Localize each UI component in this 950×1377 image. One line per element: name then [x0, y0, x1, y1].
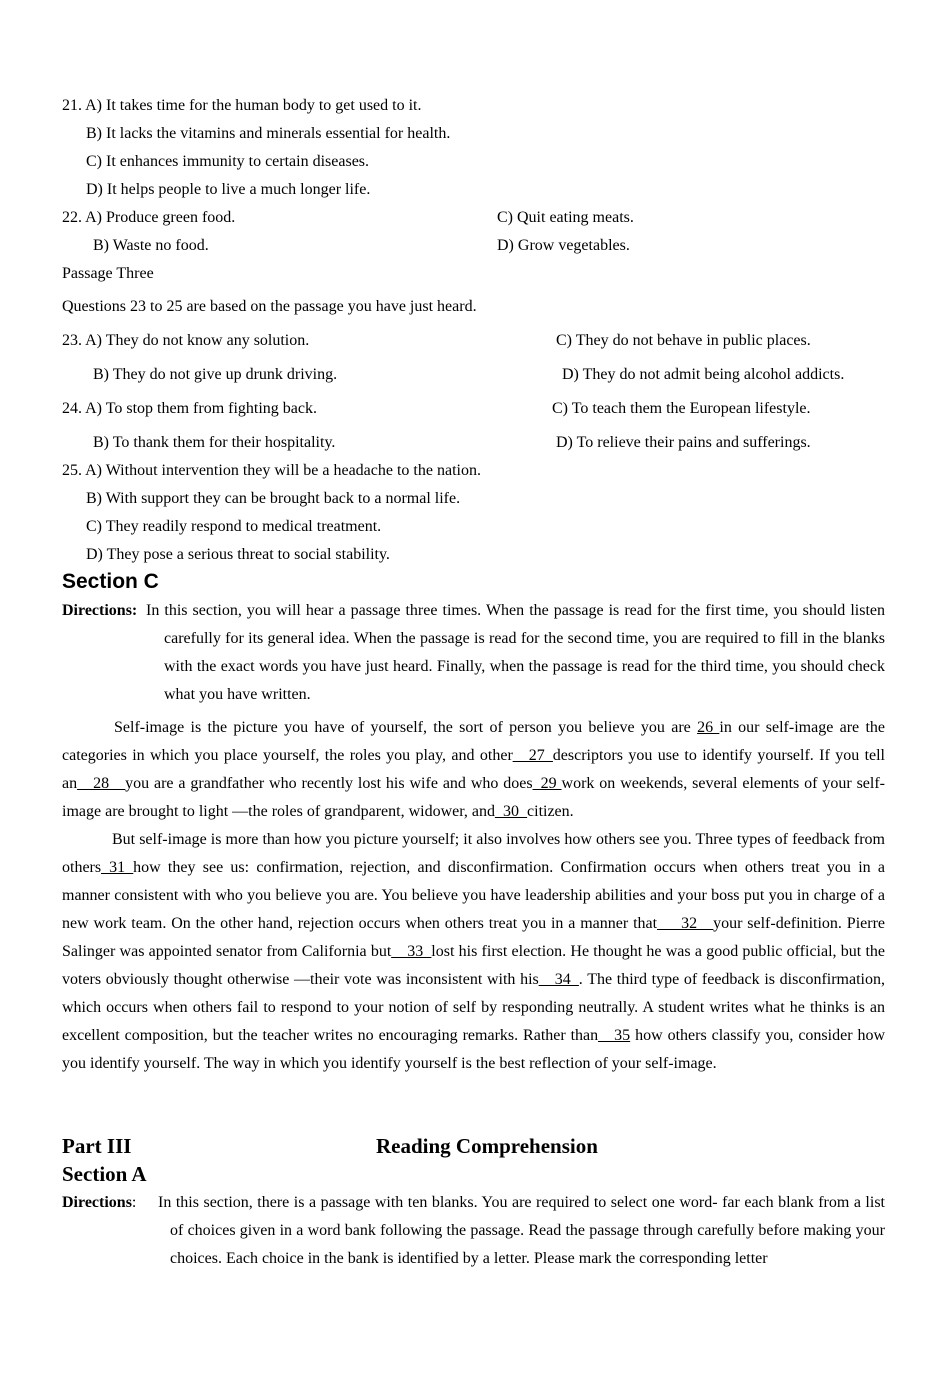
section-a-directions-body: In this section, there is a passage with ten blanks. You are required to select one word- far each blank from a list of choices given in a word bank following the passage. Read the passage through carefully before making your choices. Each choice in the bank is identified by a letter. Please mark the corresponding letter — [158, 1194, 885, 1267]
blank-32: ___32__ — [657, 915, 714, 932]
q24-option-b: B) To thank them for their hospitality. — [93, 434, 336, 451]
section-c-directions-body: In this section, you will hear a passage three times. When the passage is read for the first time, you should listen carefully for its general idea. When the passage is read for the second time, you are required to fill in the blanks with the exact words you have just heard. Finally, when the passage is read for the third time, you should check what you have written. — [146, 602, 885, 703]
q25-option-b: B) With support they can be brought back to a normal life. — [86, 490, 461, 507]
passage-three-intro: Questions 23 to 25 are based on the passage you have just heard. — [62, 298, 477, 315]
q22-option-d: D) Grow vegetables. — [497, 237, 630, 254]
blank-31: _31_ — [101, 859, 134, 876]
passage-paragraph-2: But self-image is more than how you picture yourself; it also involves how others see you. Three types of feedback from others_31_how they see us: confirmation, rejection, and disconfirmation. Confirmation occurs when others treat you in a manner consistent with who you believe you are. You believe you have leadership abilities and your boss put you in charge of a new work team. On the other hand, rejection occurs when others treat you in a manner that___32__your self-definition. Pierre Salinger was appointed senator from California but__33_lost his first election. He thought he was a good public official, but the voters obviously thought otherwise —their vote was inconsistent with his__34_. The third type of feedback is disconfirmation, which occurs when others fail to respond to your notion of self by responding neutrally. A student writes what he thinks is an excellent composition, but the teacher writes no encouraging remarks. Rather than__35 how others classify you, consider how you identify yourself. The way in which you identify yourself is the best reflection of your self-image. — [62, 831, 885, 1072]
blank-27: __27_ — [512, 747, 553, 764]
blank-30: _30_ — [495, 803, 528, 820]
q23-option-a: 23. A) They do not know any solution. — [62, 332, 310, 349]
q23-option-c: C) They do not behave in public places. — [556, 332, 811, 349]
section-a-directions-text — [158, 1189, 885, 1273]
q25-option-a: 25. A) Without intervention they will be a headache to the nation. — [62, 462, 481, 479]
blank-33: __33_ — [391, 943, 432, 960]
section-c-title: Section C — [62, 570, 159, 593]
q24-option-c: C) To teach them the European lifestyle. — [552, 400, 811, 417]
q22-option-b: B) Waste no food. — [93, 237, 209, 254]
q24-option-a: 24. A) To stop them from fighting back. — [62, 400, 317, 417]
blank-29: _29 — [532, 775, 562, 792]
q21-option-a: 21. A) It takes time for the human body to get used to it. — [62, 97, 422, 114]
dictation-passage — [62, 714, 885, 1078]
passage-paragraph-1: Self-image is the picture you have of yourself, the sort of person you believe you are 26 in our self-image are the categories in which you place yourself, the roles you play, and other__27_descriptors you use to identify yourself. If you tell an__28__you are a grandfather who recently lost his wife and who does_29 work on weekends, several elements of your self-image are brought to light —the roles of grandparent, widower, and_30_citizen. — [62, 719, 886, 820]
section-a-title: Section A — [62, 1162, 147, 1186]
q24-option-d: D) To relieve their pains and sufferings. — [556, 434, 811, 451]
q21-option-d: D) It helps people to live a much longer life. — [86, 181, 371, 198]
blank-35: __35 — [598, 1027, 631, 1044]
q21-option-c: C) It enhances immunity to certain diseases. — [86, 153, 370, 170]
section-c-directions-label: Directions: — [62, 602, 138, 619]
part-title: Reading Comprehension — [376, 1134, 598, 1158]
passage-three-title: Passage Three — [62, 265, 154, 282]
q21-option-b: B) It lacks the vitamins and minerals essential for health. — [86, 125, 451, 142]
q22-option-c: C) Quit eating meats. — [497, 209, 634, 226]
blank-34: __34_ — [538, 971, 579, 988]
blank-26: 26 — [697, 719, 720, 736]
q23-option-d: D) They do not admit being alcohol addicts. — [562, 366, 845, 383]
section-c-directions-text — [146, 597, 885, 709]
part-label: Part III — [62, 1134, 132, 1158]
q25-option-c: C) They readily respond to medical treatment. — [86, 518, 382, 535]
q22-option-a: 22. A) Produce green food. — [62, 209, 236, 226]
section-a-directions-label: Directions: — [62, 1194, 137, 1211]
blank-28: __28__ — [77, 775, 126, 792]
q25-option-d: D) They pose a serious threat to social stability. — [86, 546, 390, 563]
q23-option-b: B) They do not give up drunk driving. — [93, 366, 338, 383]
